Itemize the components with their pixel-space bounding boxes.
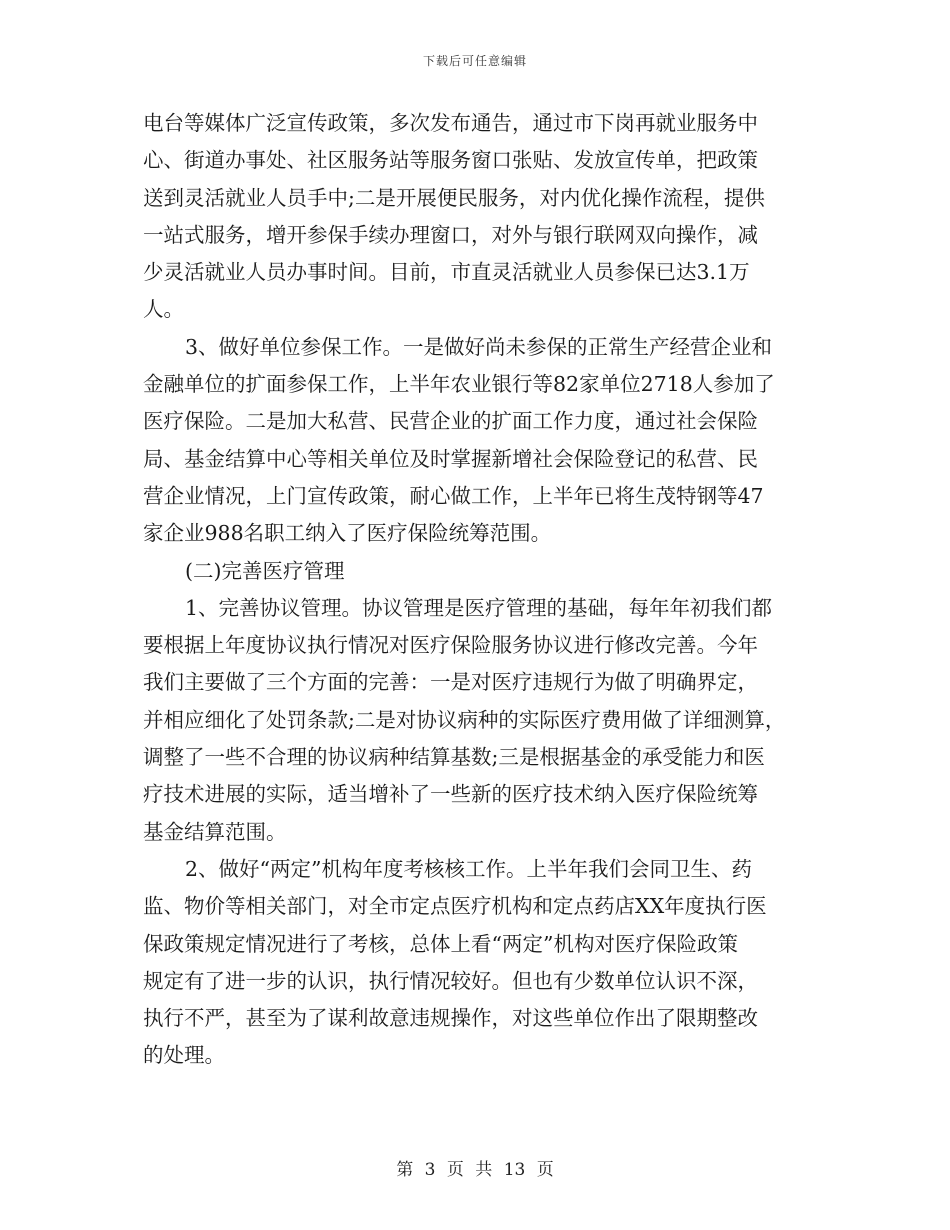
- text-line: 调整了一些不合理的协议病种结算基数;三是根据基金的承受能力和医: [143, 745, 765, 770]
- text-line: 局、基金结算中心等相关单位及时掌握新增社会保险登记的私营、民: [143, 446, 758, 471]
- text-line: 电台等媒体广泛宣传政策，多次发布通告，通过市下岗再就业服务中: [143, 111, 758, 135]
- text-line: 1、完善协议管理。协议管理是医疗管理的基础，每年年初我们都: [185, 595, 773, 620]
- text-line: 保政策规定情况进行了考核，总体上看“两定”机构对医疗保险政策: [143, 931, 738, 956]
- text-line: 家企业988名职工纳入了医疗保险统筹范围。: [143, 521, 552, 546]
- text-line: 送到灵活就业人员手中;二是开展便民服务，对内优化操作流程，提供: [143, 185, 765, 210]
- text-line: 执行不严，甚至为了谋利故意违规操作，对这些单位作出了限期整改: [143, 1006, 758, 1031]
- text-line: 我们主要做了三个方面的完善：一是对医疗违规行为做了明确界定，: [143, 670, 758, 695]
- text-line: 3、做好单位参保工作。一是做好尚未参保的正常生产经营企业和: [185, 334, 773, 359]
- page-header: 下载后可任意编辑: [422, 54, 527, 68]
- text-line: 心、街道办事处、社区服务站等服务窗口张贴、发放宣传单，把政策: [143, 148, 758, 173]
- text-line: 监、物价等相关部门，对全市定点医疗机构和定点药店XX年度执行医: [143, 894, 767, 919]
- text-line: 疗技术进展的实际，适当增补了一些新的医疗技术纳入医疗保险统筹: [143, 782, 758, 807]
- text-line: 一站式服务，增开参保手续办理窗口，对外与银行联网双向操作，减: [143, 222, 758, 247]
- text-line: 规定有了进一步的认识，执行情况较好。但也有少数单位认识不深，: [143, 968, 758, 993]
- document-body: [143, 105, 815, 1075]
- text-line: (二)完善医疗管理: [185, 558, 345, 583]
- text-line: 的处理。: [143, 1043, 225, 1068]
- text-line: 2、做好“两定”机构年度考核核工作。上半年我们会同卫生、药: [185, 856, 753, 881]
- text-line: 营企业情况，上门宣传政策，耐心做工作，上半年已将生茂特钢等47: [143, 483, 764, 508]
- text-line: 人。: [143, 297, 184, 322]
- text-line: 医疗保险。二是加大私营、民营企业的扩面工作力度，通过社会保险: [143, 409, 758, 434]
- page-number-footer: 第 3 页 共 13 页: [396, 1160, 554, 1180]
- text-line: 基金结算范围。: [143, 819, 287, 844]
- text-line: 少灵活就业人员办事时间。目前，市直灵活就业人员参保已达3.1万: [143, 260, 750, 285]
- text-line: 并相应细化了处罚条款;二是对协议病种的实际医疗费用做了详细测算，: [143, 707, 786, 732]
- text-line: 金融单位的扩面参保工作，上半年农业银行等82家单位2718人参加了: [143, 372, 775, 397]
- text-line: 要根据上年度协议执行情况对医疗保险服务协议进行修改完善。今年: [143, 633, 758, 658]
